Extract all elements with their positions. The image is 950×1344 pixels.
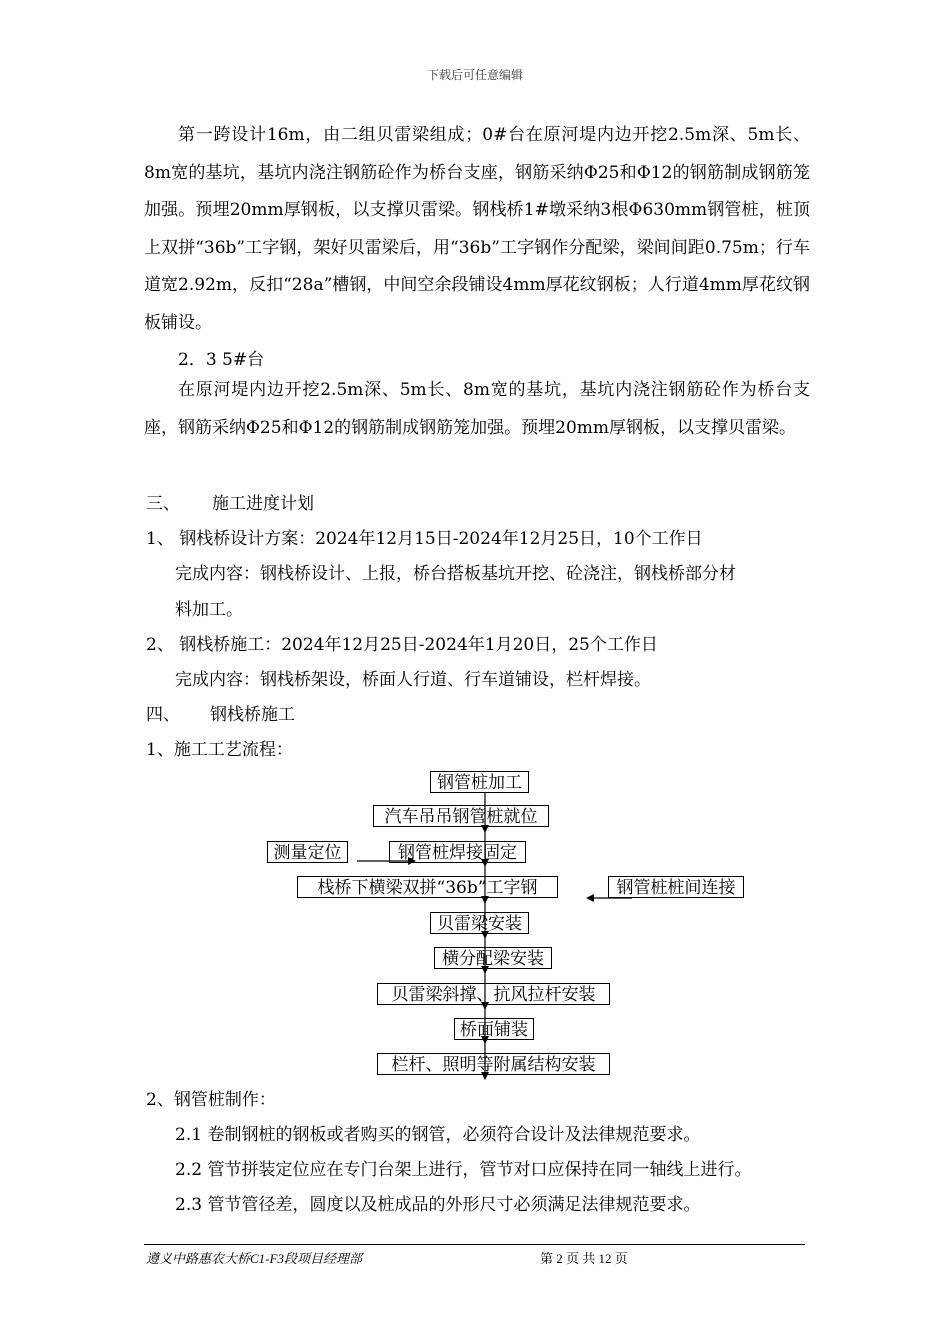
flow-step-distribution-beam: 横分配梁安装 — [434, 947, 552, 969]
page-header-note: 下载后可任意编辑 — [426, 68, 523, 82]
flow-step-crane-positioning: 汽车吊吊钢管桩就位 — [373, 805, 549, 827]
pipe-item-2-2: 2.2 管节拼装定位应在专门台架上进行，管节对口应保持在同一轴线上进行。 — [175, 1160, 752, 1180]
paragraph-abutment5: 在原河堤内边开挖2.5m深、5m长、8m宽的基坑，基坑内浇注钢筋砼作为桥台支座，钢筋采纳Φ25和Φ12的钢筋制成钢筋笼加强。预埋20mm厚钢板，以支撑贝雷梁。 — [144, 380, 810, 438]
pipe-item-2-3: 2.3 管节管径差，圆度以及桩成品的外形尺寸必须满足法律规范要求。 — [175, 1195, 701, 1215]
paragraph-span1: 第一跨设计16m，由二组贝雷梁组成；0#台在原河堤内边开挖2.5m深、5m长、8m宽的基坑，基坑内浇注钢筋砼作为桥台支座，钢筋采纳Φ25和Φ12的钢筋制成钢筋笼加强。预埋20mm厚钢板，以支撑贝雷梁。钢栈桥1#墩采纳3根Φ630mm钢管桩，桩顶上双拼“36b”工字钢，架好贝雷梁后，用“36b”工字钢作分配梁，梁间间距0.75m；行车道宽2.92m，反扣“28a”槽钢，中间空余段铺设4mm厚花纹钢板；人行道4mm厚花纹钢板铺设。 — [144, 125, 810, 333]
flow-step-railing-lighting: 栏杆、照明等附属结构安装 — [377, 1053, 610, 1075]
flow-step-pile-connection: 钢管桩桩间连接 — [608, 876, 744, 898]
pipe-item-2-1: 2.1 卷制钢桩的钢板或者购买的钢管，必须符合设计及法律规范要求。 — [175, 1125, 701, 1145]
flow-step-crossbeam-36b: 栈桥下横梁双拼“36b”工字钢 — [297, 876, 558, 898]
section-3-number: 三、 — [146, 494, 180, 514]
section-4-number: 四、 — [146, 705, 180, 725]
flow-step-pile-welding: 钢管桩焊接固定 — [389, 841, 526, 863]
section-3-title: 施工进度计划 — [212, 494, 314, 514]
schedule-item-2: 2、 钢栈桥施工：2024年12月25日-2024年1月20日，25个工作日 — [146, 635, 658, 655]
footer-rule — [144, 1244, 805, 1245]
footer-project-dept: 遵义中路惠农大桥C1-F3段项目经理部 — [146, 1251, 362, 1266]
schedule-item-2-content: 完成内容：钢栈桥架设，桥面人行道、行车道铺设，栏杆焊接。 — [175, 670, 651, 690]
schedule-item-1-content: 完成内容：钢栈桥设计、上报，桥台搭板基坑开挖、砼浇注，钢栈桥部分材 — [175, 564, 736, 584]
flow-step-survey-positioning: 测量定位 — [267, 841, 348, 863]
schedule-item-1-content-cont: 料加工。 — [175, 600, 243, 620]
flow-step-bracing: 贝雷梁斜撑、抗风拉杆安装 — [377, 983, 610, 1005]
flow-step-bailey-install: 贝雷梁安装 — [430, 912, 529, 934]
schedule-item-1: 1、 钢栈桥设计方案：2024年12月15日-2024年12月25日，10个工作日 — [146, 529, 703, 549]
flow-step-pile-processing: 钢管桩加工 — [430, 771, 529, 793]
flow-step-deck-paving: 桥面铺装 — [454, 1018, 534, 1040]
section-pipe-heading: 2、钢管桩制作： — [146, 1090, 276, 1110]
flow-title: 1、施工工艺流程： — [146, 740, 293, 760]
section-2-3-heading: 2．3 5#台 — [178, 350, 265, 370]
section-4-title: 钢栈桥施工 — [210, 705, 295, 725]
footer-page-number: 第 2 页 共 12 页 — [540, 1251, 628, 1266]
